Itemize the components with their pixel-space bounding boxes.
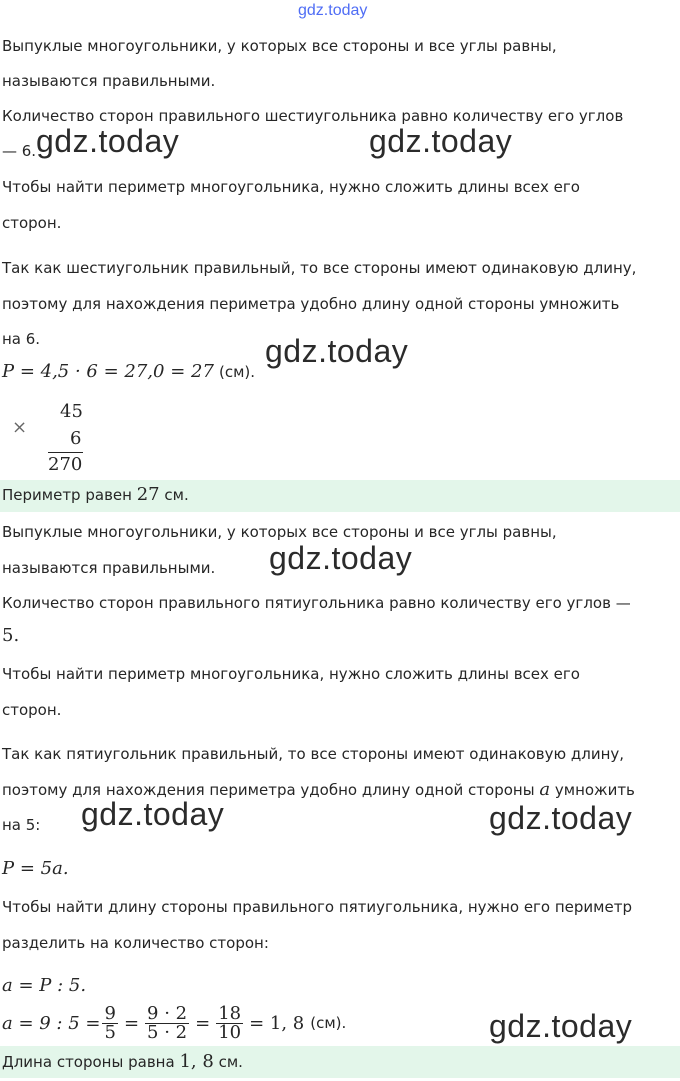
hex-paragraph-2b: — 6. <box>2 142 37 160</box>
pent-paragraph-3b: сторон. <box>2 701 62 719</box>
equals-sign: = <box>195 1012 211 1034</box>
fraction-2-denominator: 5 · 2 <box>147 1021 188 1043</box>
pent-formula-1: P = 5a. <box>2 858 69 879</box>
pent-paragraph-2: Количество сторон правильного пятиугольника равно количеству его углов — <box>2 594 631 612</box>
mult-line <box>48 452 83 453</box>
hex-paragraph-1b: называются правильными. <box>2 72 216 90</box>
fraction-3 <box>216 1002 243 1043</box>
pent-p4b-var: a <box>539 779 551 800</box>
pent-paragraph-4c: на 5: <box>2 816 41 834</box>
pent-answer-suffix: см. <box>218 1053 243 1071</box>
pent-paragraph-1: Выпуклые многоугольники, у которых все стороны и все углы равны, <box>2 523 557 541</box>
hex-perimeter-formula <box>2 361 255 382</box>
fraction-2 <box>145 1002 189 1043</box>
fraction-3-numerator: 18 <box>218 1002 242 1024</box>
pent-paragraph-4: Так как пятиугольник правильный, то все стороны имеют одинаковую длину, <box>2 745 625 763</box>
multiplication-sign: × <box>12 417 28 438</box>
equals-sign: = <box>123 1012 140 1034</box>
hex-paragraph-3: Чтобы найти периметр многоугольника, нужно сложить длины всех его <box>2 178 580 196</box>
mult-top: 45 <box>60 401 83 422</box>
hex-answer-prefix: Периметр равен <box>2 486 132 504</box>
pent-answer <box>2 1052 243 1072</box>
watermark: gdz.today <box>369 123 513 159</box>
fraction-3-denominator: 10 <box>218 1021 242 1043</box>
hex-answer-suffix: см. <box>164 486 189 504</box>
pent-paragraph-2b: 5. <box>2 625 20 646</box>
pent-p4b-after: умножить <box>554 781 635 799</box>
hex-formula-unit: (см). <box>219 363 256 381</box>
mult-bottom: 6 <box>70 428 82 449</box>
hex-answer <box>2 485 189 505</box>
watermark: gdz.today <box>36 123 180 159</box>
watermark: gdz.today <box>265 333 409 369</box>
pent-formula-3 <box>2 1000 346 1046</box>
pent-answer-value: 1, 8 <box>179 1051 214 1072</box>
watermark: gdz.today <box>269 540 413 576</box>
pent-formula-3-end: = 1, 8 <box>249 1012 305 1034</box>
watermark: gdz.today <box>489 800 633 836</box>
watermark: gdz.today <box>489 1008 633 1044</box>
pent-paragraph-3: Чтобы найти периметр многоугольника, нужно сложить длины всех его <box>2 665 580 683</box>
pent-formula-2: a = P : 5. <box>2 975 87 996</box>
hex-paragraph-2: Количество сторон правильного шестиугольника равно количеству его углов <box>2 107 624 125</box>
fraction-1-denominator: 5 <box>104 1021 116 1043</box>
watermark-top: gdz.today <box>298 2 368 19</box>
pent-paragraph-5: Чтобы найти длину стороны правильного пятиугольника, нужно его периметр <box>2 898 632 916</box>
pent-answer-prefix: Длина стороны равна <box>2 1053 175 1071</box>
pent-formula-3-start: a = 9 : 5 = <box>2 1012 101 1034</box>
watermark: gdz.today <box>81 796 225 832</box>
fraction-2-numerator: 9 · 2 <box>147 1002 188 1024</box>
pent-formula-3-unit: (см). <box>310 1014 347 1032</box>
hex-formula-text: P = 4,5 · 6 = 27,0 = 27 <box>2 361 214 382</box>
hex-paragraph-4: Так как шестиугольник правильный, то все стороны имеют одинаковую длину, <box>2 259 637 277</box>
hex-paragraph-4b: поэтому для нахождения периметра удобно длину одной стороны умножить <box>2 295 620 313</box>
pent-paragraph-5b: разделить на количество сторон: <box>2 934 269 952</box>
fraction-1-numerator: 9 <box>104 1002 116 1024</box>
hex-answer-value: 27 <box>136 484 160 505</box>
hex-paragraph-3b: сторон. <box>2 214 62 232</box>
fraction-1 <box>102 1002 117 1043</box>
hex-paragraph-4c: на 6. <box>2 330 41 348</box>
pent-paragraph-1b: называются правильными. <box>2 559 216 577</box>
mult-result: 270 <box>48 454 83 475</box>
hex-paragraph-1: Выпуклые многоугольники, у которых все стороны и все углы равны, <box>2 37 557 55</box>
pent-p4b-before: поэтому для нахождения периметра удобно длину одной стороны <box>2 781 535 799</box>
